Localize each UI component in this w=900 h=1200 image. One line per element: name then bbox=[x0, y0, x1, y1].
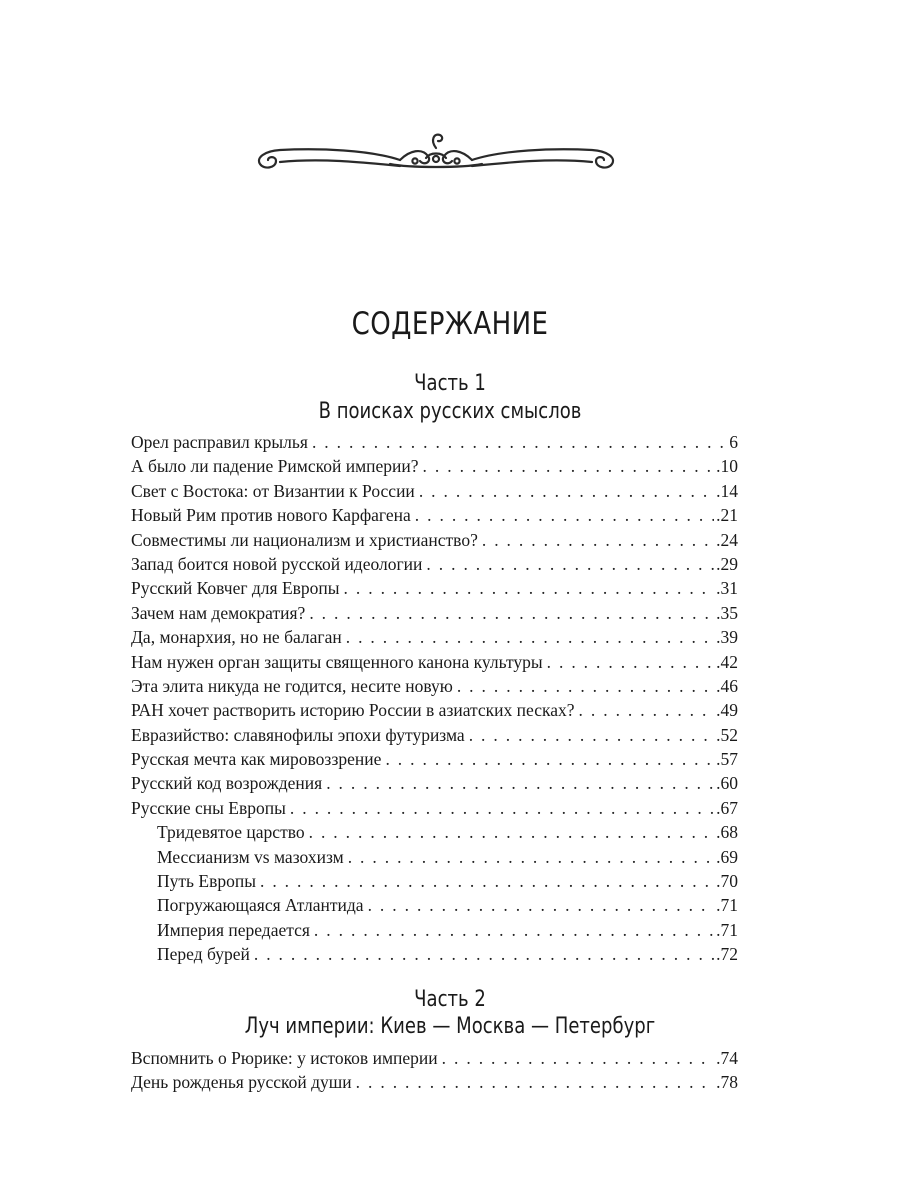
part-2-label: Часть 2 bbox=[414, 987, 486, 1012]
toc-entry-title: Погружающаяся Атлантида bbox=[157, 895, 364, 916]
toc-entry bbox=[131, 723, 738, 747]
toc-dot-leader bbox=[356, 1070, 714, 1094]
toc-entry bbox=[131, 1070, 738, 1094]
toc-entry-page: .78 bbox=[716, 1072, 738, 1093]
toc-entry-title: Зачем нам демократия? bbox=[131, 602, 306, 623]
toc-entry-title: Русские сны Европы bbox=[131, 797, 286, 818]
toc-entry bbox=[131, 454, 738, 478]
decorative-flourish bbox=[250, 128, 622, 180]
toc-dot-leader bbox=[368, 893, 715, 917]
toc-entry bbox=[131, 528, 738, 552]
toc-entry-page: .52 bbox=[716, 724, 738, 745]
toc-entry-title: Русский код возрождения bbox=[131, 773, 323, 794]
toc-entry-page: .69 bbox=[716, 846, 738, 867]
toc-entry-page: .67 bbox=[716, 797, 738, 818]
toc-entry-page: .21 bbox=[716, 505, 738, 526]
toc-dot-leader bbox=[442, 1046, 714, 1070]
part-2-title: Луч империи: Киев — Москва — Петербург bbox=[244, 1014, 656, 1039]
toc-entry bbox=[131, 430, 738, 454]
toc-entry-title: Перед бурей bbox=[157, 944, 250, 965]
toc-entry-title: Совместимы ли национализм и христианство? bbox=[131, 529, 478, 550]
toc-dot-leader bbox=[469, 723, 714, 747]
toc-entry-page: .70 bbox=[716, 871, 738, 892]
toc-entry bbox=[131, 747, 738, 771]
contents-title: СОДЕРЖАНИЕ bbox=[351, 306, 549, 342]
toc-dot-leader bbox=[309, 820, 715, 844]
toc-entry-title: РАН хочет растворить историю России в азиатских песках? bbox=[131, 700, 575, 721]
toc-entry bbox=[131, 601, 738, 625]
toc-entry bbox=[131, 698, 738, 722]
toc-dot-leader bbox=[547, 650, 715, 674]
toc-entry bbox=[131, 942, 738, 966]
toc-entry bbox=[131, 796, 738, 820]
toc-entry bbox=[131, 576, 738, 600]
toc-dot-leader bbox=[426, 552, 714, 576]
part-1-title: В поисках русских смыслов bbox=[318, 399, 582, 424]
toc-entry-title: Новый Рим против нового Карфагена bbox=[131, 505, 411, 526]
toc-entry bbox=[131, 479, 738, 503]
part-1-label: Часть 1 bbox=[414, 371, 486, 396]
toc-entry-page: .46 bbox=[716, 675, 738, 696]
toc-entry-title: День рожденья русской души bbox=[131, 1072, 352, 1093]
toc-entry-title: Империя передается bbox=[157, 919, 310, 940]
toc-dot-leader bbox=[346, 625, 714, 649]
toc-entry-title: Путь Европы bbox=[157, 871, 256, 892]
toc-entry bbox=[131, 893, 738, 917]
toc-entry bbox=[131, 845, 738, 869]
toc-dot-leader bbox=[385, 747, 714, 771]
toc-dot-leader bbox=[309, 601, 714, 625]
toc-entry-page: .14 bbox=[716, 480, 738, 501]
toc-dot-leader bbox=[344, 576, 715, 600]
toc-entry-title: Нам нужен орган защиты священного канона культуры bbox=[131, 651, 543, 672]
toc-list-part-2 bbox=[131, 1046, 738, 1095]
toc-entry-title: Русская мечта как мировоззрение bbox=[131, 749, 382, 770]
toc-dot-leader bbox=[326, 771, 714, 795]
toc-entry-page: .71 bbox=[716, 895, 738, 916]
toc-entry-page: .39 bbox=[716, 627, 738, 648]
toc-entry-title: Орел расправил крылья bbox=[131, 432, 308, 452]
toc-entry-page: .49 bbox=[716, 700, 738, 721]
toc-entry bbox=[131, 820, 738, 844]
toc-entry bbox=[131, 1046, 738, 1070]
toc-entry-page: .71 bbox=[716, 919, 738, 940]
toc-entry-page: .60 bbox=[716, 773, 738, 794]
toc-entry-title: Эта элита никуда не годится, несите новую bbox=[131, 675, 453, 696]
toc-entry bbox=[131, 552, 738, 576]
toc-entry-title: Свет с Востока: от Византии к России bbox=[131, 480, 415, 501]
toc-entry-title: Евразийство: славянофилы эпохи футуризма bbox=[131, 724, 465, 745]
toc-entry-page: .72 bbox=[716, 944, 738, 965]
toc-entry-page: .74 bbox=[716, 1048, 738, 1068]
toc-entry bbox=[131, 771, 738, 795]
toc-dot-leader bbox=[482, 528, 714, 552]
toc-entry-page: .29 bbox=[716, 553, 738, 574]
toc-entry-page: .57 bbox=[716, 749, 738, 770]
toc-entry-title: Русский Ковчег для Европы bbox=[131, 578, 340, 599]
toc-dot-leader bbox=[415, 503, 714, 527]
toc-entry-page: .35 bbox=[716, 602, 738, 623]
toc-entry-title: Да, монархия, но не балаган bbox=[131, 627, 342, 648]
toc-dot-leader bbox=[457, 674, 714, 698]
toc-entry-page: .31 bbox=[716, 578, 738, 599]
toc-dot-leader bbox=[423, 454, 715, 478]
toc-dot-leader bbox=[290, 796, 714, 820]
toc-entry-title: Вспомнить о Рюрике: у истоков империи bbox=[131, 1048, 438, 1068]
toc-entry-title: А было ли падение Римской империи? bbox=[131, 456, 419, 477]
toc-entry-title: Запад боится новой русской идеологии bbox=[131, 553, 423, 574]
toc-dot-leader bbox=[312, 430, 727, 454]
toc-dot-leader bbox=[579, 698, 715, 722]
toc-dot-leader bbox=[348, 845, 714, 869]
toc-dot-leader bbox=[254, 942, 714, 966]
toc-dot-leader bbox=[260, 869, 714, 893]
toc-entry-page: .68 bbox=[716, 822, 738, 843]
toc-entry bbox=[131, 625, 738, 649]
toc-list-part-1 bbox=[131, 430, 738, 967]
toc-entry-page: .42 bbox=[716, 651, 738, 672]
toc-entry bbox=[131, 869, 738, 893]
toc-entry-page: 6 bbox=[729, 432, 738, 452]
toc-entry bbox=[131, 918, 738, 942]
toc-dot-leader bbox=[419, 479, 714, 503]
toc-dot-leader bbox=[314, 918, 714, 942]
toc-entry bbox=[131, 503, 738, 527]
toc-entry-title: Мессианизм vs мазохизм bbox=[157, 846, 344, 867]
toc-entry-page: .24 bbox=[716, 529, 738, 550]
toc-entry-page: .10 bbox=[716, 456, 738, 477]
toc-entry bbox=[131, 650, 738, 674]
toc-entry-title: Тридевятое царство bbox=[157, 822, 305, 843]
toc-entry bbox=[131, 674, 738, 698]
